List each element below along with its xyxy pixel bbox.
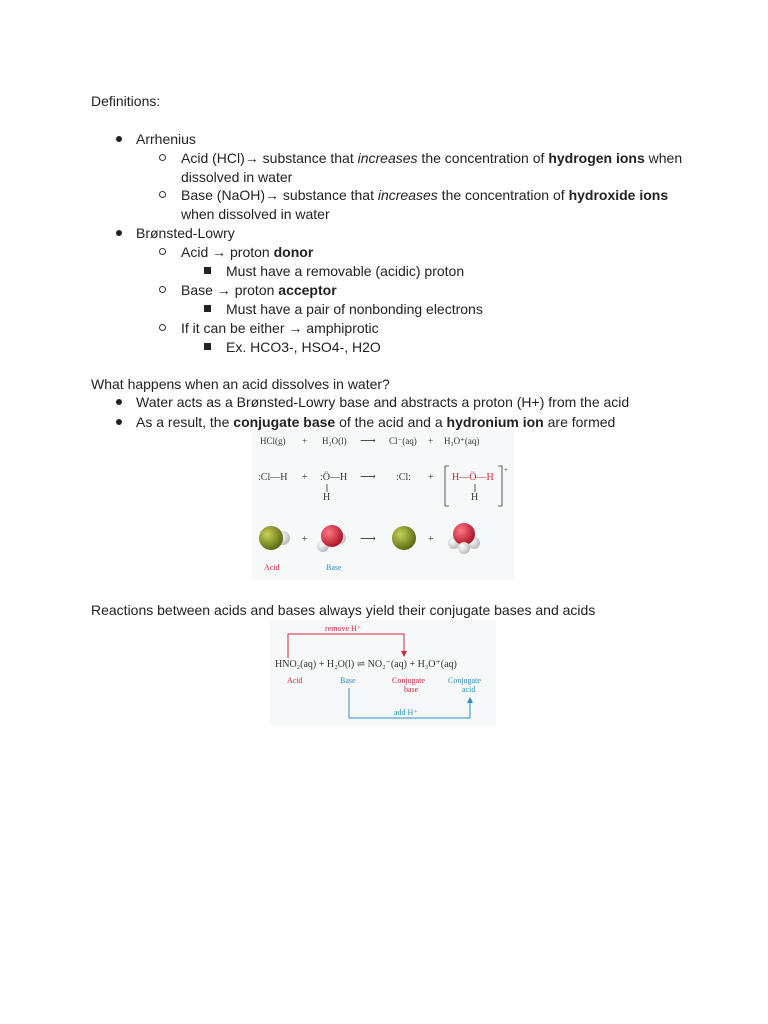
- mol-plus2: +: [428, 534, 434, 545]
- acid-water-figure: [252, 430, 514, 580]
- bronsted-acid-sub: Must have a removable (acidic) proton: [226, 263, 465, 279]
- result-line: As a result, the conjugate base of the acid and a hydronium ion are formed: [136, 414, 616, 430]
- oxygen-atom: [321, 525, 343, 547]
- mol-plus: +: [302, 534, 308, 545]
- arrhenius-base-line: Base (NaOH)→ substance that increases the concentration of hydroxide ions: [181, 187, 669, 203]
- base-label: Base: [340, 676, 356, 685]
- lewis-arrow: ⟶: [360, 471, 376, 483]
- bullet-circle: [159, 154, 166, 161]
- bullet-dot: [116, 399, 122, 405]
- bronsted-acid-line: Acid → proton donor: [181, 244, 314, 260]
- remove-h-label: remove H⁺: [325, 624, 361, 633]
- lewis-h-below2: H: [471, 492, 479, 503]
- lewis-plus2: +: [428, 472, 434, 483]
- bullet-circle: [159, 248, 166, 255]
- eq-plus2: +: [428, 436, 434, 446]
- mol-arrow: ⟶: [360, 533, 376, 545]
- hydrogen-atom: [458, 542, 470, 554]
- eq-arrow: ⟶: [360, 435, 376, 447]
- bullet-dot: [116, 419, 122, 425]
- bullet-dot: [116, 136, 122, 142]
- lewis-cl: :Cl:: [396, 472, 412, 483]
- reactions-line: Reactions between acids and bases always yield their conjugate bases and acids: [91, 602, 596, 618]
- bronsted-base-sub: Must have a pair of nonbonding electrons: [226, 301, 483, 317]
- base-label: Base: [326, 563, 342, 572]
- chloride-ion: [392, 526, 416, 550]
- bronsted-title: Brønsted-Lowry: [136, 225, 235, 241]
- conjugate-pairs-figure: [270, 620, 496, 726]
- bronsted-either-sub: Ex. HCO3-, HSO4-, H2O: [226, 339, 381, 355]
- oxygen-atom: [453, 523, 475, 545]
- acid-label: Acid: [287, 676, 303, 685]
- bullet-square: [204, 267, 211, 274]
- arrhenius-base-line2: when dissolved in water: [181, 206, 330, 222]
- question-heading: What happens when an acid dissolves in water?: [91, 376, 390, 392]
- acid-label: Acid: [264, 563, 280, 572]
- arrhenius-acid-line2: dissolved in water: [181, 169, 293, 185]
- bronsted-base-line: Base → proton acceptor: [181, 282, 337, 298]
- eq-h2o: H₂O(l): [322, 436, 347, 446]
- conj-base-label-2: base: [404, 685, 419, 694]
- page-heading: Definitions:: [91, 93, 161, 109]
- charge-plus: +: [504, 466, 508, 474]
- lewis-plus: +: [302, 472, 308, 483]
- conj-acid-label-1: Conjugate: [448, 676, 481, 685]
- conjugate-equation: HNO₂(aq) + H₂O(l) ⇌ NO₂⁻(aq) + H₃O⁺(aq): [275, 659, 457, 670]
- figure-background: [270, 620, 496, 726]
- bullet-circle: [159, 191, 166, 198]
- bullet-circle: [159, 324, 166, 331]
- eq-hcl: HCl(g): [260, 436, 286, 446]
- arrhenius-title: Arrhenius: [136, 131, 196, 147]
- conj-base-label-1: Conjugate: [392, 676, 425, 685]
- lewis-h3o: H—Ö—H: [452, 472, 494, 483]
- bullet-square: [204, 343, 211, 350]
- eq-h3o: H₃O⁺(aq): [444, 436, 480, 446]
- bullet-circle: [159, 286, 166, 293]
- chlorine-atom: [259, 526, 283, 550]
- lewis-h-below: H: [323, 492, 331, 503]
- bronsted-either-line: If it can be either → amphiprotic: [181, 320, 379, 336]
- lewis-h2o: :Ö—H: [320, 472, 348, 483]
- figure-background: [252, 430, 514, 580]
- bullet-square: [204, 305, 211, 312]
- lewis-hcl: :Cl—H: [258, 472, 288, 483]
- arrhenius-acid-line: Acid (HCl)→ substance that increases the concentration of hydrogen ions when: [181, 150, 683, 166]
- add-h-label: add H⁺: [394, 708, 418, 717]
- conj-acid-label-2: acid: [462, 685, 476, 694]
- eq-cl: Cl⁻(aq): [389, 436, 417, 446]
- eq-plus: +: [302, 436, 308, 446]
- water-line: Water acts as a Brønsted-Lowry base and abstracts a proton (H+) from the acid: [136, 394, 630, 410]
- bullet-dot: [116, 230, 122, 236]
